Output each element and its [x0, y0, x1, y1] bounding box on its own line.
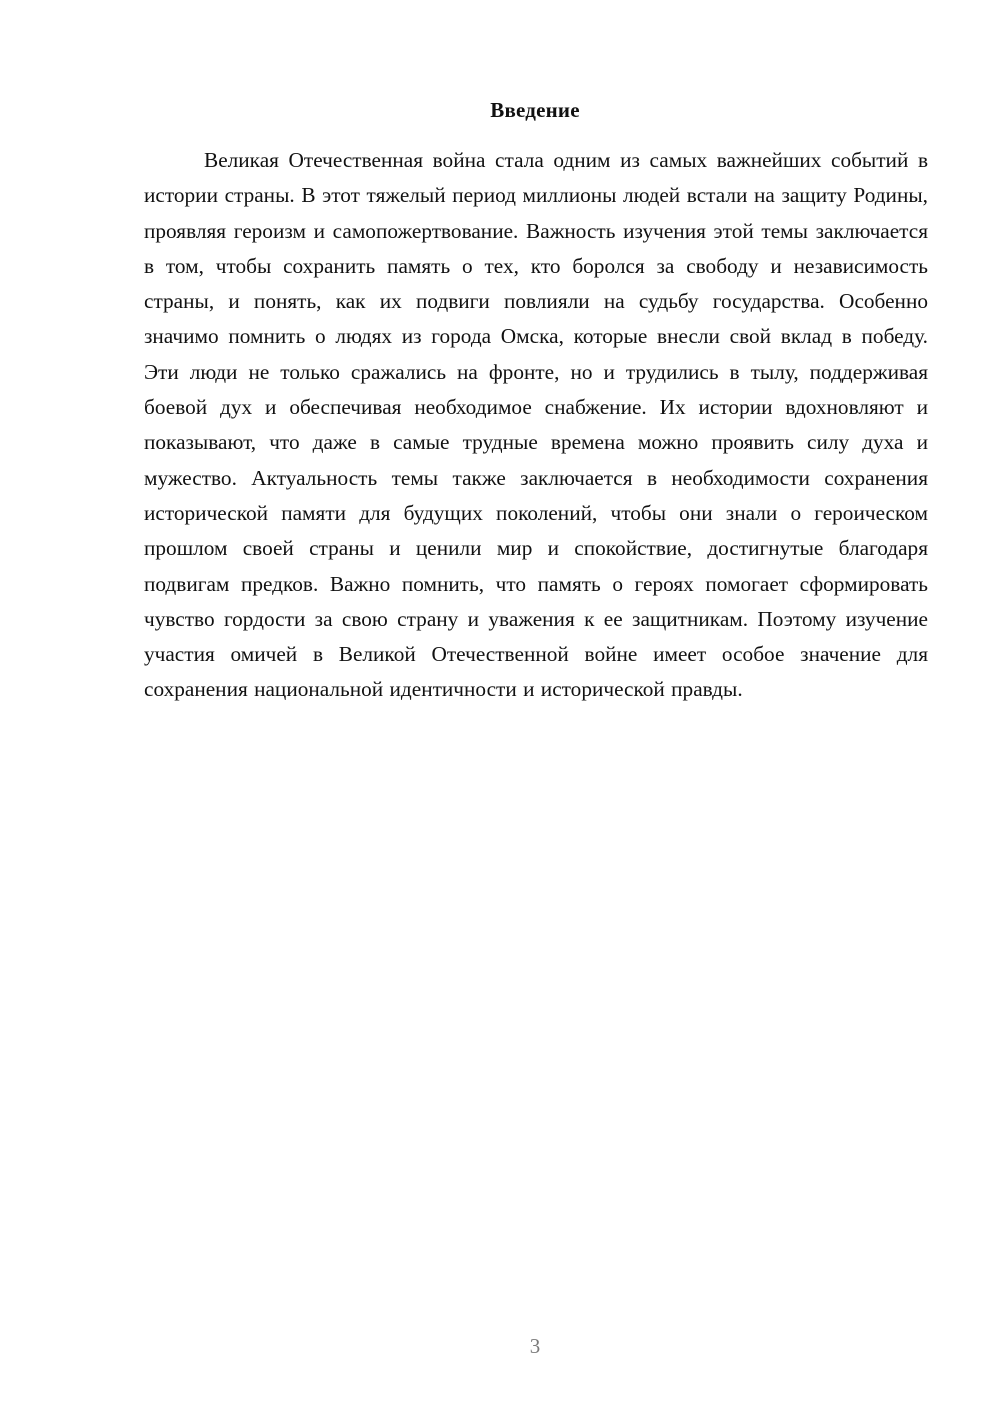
page-number: 3 — [529, 1334, 541, 1358]
section-heading: Введение — [490, 98, 580, 122]
body-paragraph: Великая Отечественная война стала одним из самых важнейших событий в истории страны. В этот тяжелый период миллионы людей встали на защиту Родины, проявляя героизм и самопожертвование. Важность изучения этой темы заключается в том, чтобы сохранить память о тех, кто боролся за свободу и независимость страны, и понять, как их подвиги повлияли на судьбу государства. Особенно значимо помнить о людях из города Омска, которые внесли свой вклад в победу. Эти люди не только сражались на фронте, но и трудились в тылу, поддерживая боевой дух и обеспечивая необходимое снабжение. Их истории вдохновляют и показывают, что даже в самые трудные времена можно проявить силу духа и мужество. Актуальность темы также заключается в необходимости сохранения исторической памяти для будущих поколений, чтобы они знали о героическом прошлом своей страны и ценили мир и спокойствие, достигнутые благодаря подвигам предков. Важно помнить, что память о героях помогает сформировать чувство гордости за свою страну и уважения к ее защитникам. Поэтому изучение участия омичей в Великой Отечественной войне имеет особое значение для сохранения национальной идентичности и исторической правды. — [144, 148, 928, 702]
